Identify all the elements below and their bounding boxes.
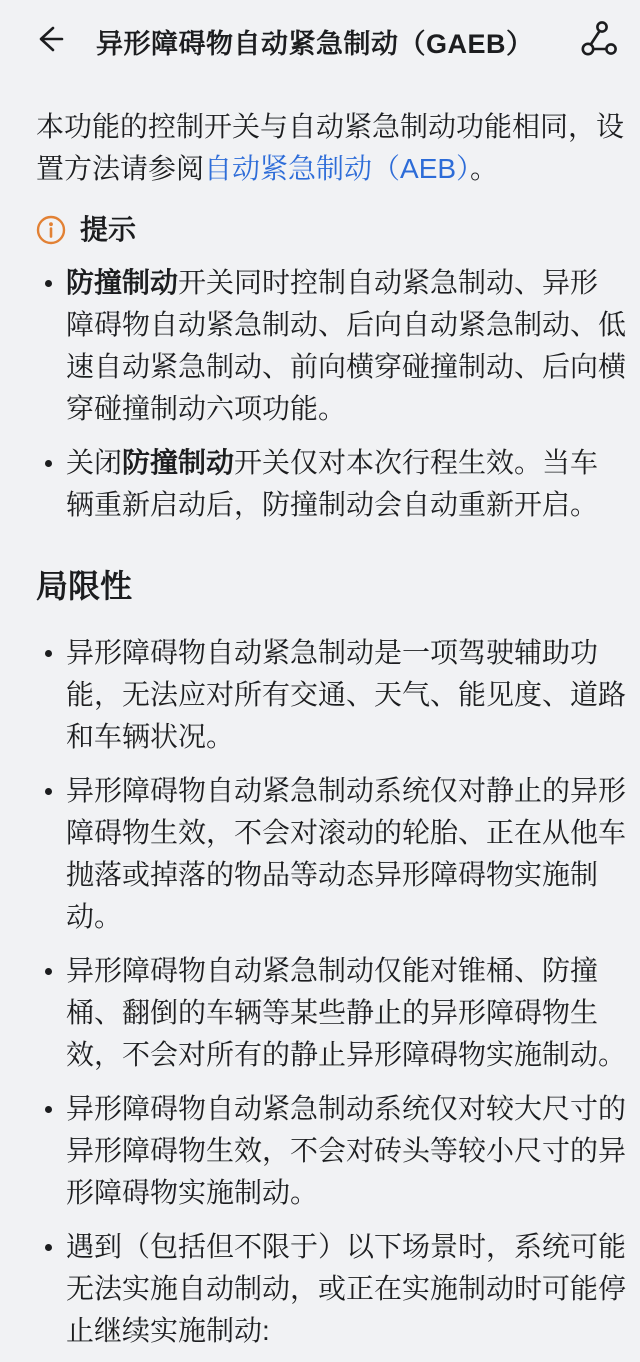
share-button[interactable] [578,21,618,61]
tip-item [36,442,626,526]
tip-item-rest: 开关同时控制自动紧急制动、异形障碍物自动紧急制动、后向自动紧急制动、低速自动紧急制动、前向横穿碰撞制动、后向横穿碰撞制动六项功能。 [66,267,627,424]
tip-list [36,262,626,526]
intro-text-after: 。 [470,153,499,184]
limitation-item: 遇到（包括但不限于）以下场景时，系统可能无法实施自动制动，或正在实施制动时可能停止继续实施制动: [36,1226,626,1352]
tip-item [36,262,626,430]
app-bar [0,0,640,82]
tip-header [36,214,626,246]
back-arrow-icon [31,20,69,63]
page-title: 异形障碍物自动紧急制动（GAEB） [96,28,534,59]
limitation-item: 异形障碍物自动紧急制动系统仅对静止的异形障碍物生效，不会对滚动的轮胎、正在从他车抛落或掉落的物品等动态异形障碍物实施制动。 [36,770,626,938]
intro-paragraph [36,106,626,190]
tip-title: 提示 [80,214,137,245]
tip-item-bold: 防撞制动 [122,447,235,478]
limitation-item: 异形障碍物自动紧急制动是一项驾驶辅助功能，无法应对所有交通、天气、能见度、道路和车辆状况。 [36,632,626,758]
tip-item-pre: 关闭 [66,447,123,478]
back-button[interactable] [30,21,70,61]
tip-item-bold: 防撞制动 [66,267,179,298]
limitation-item: 异形障碍物自动紧急制动仅能对锥桶、防撞桶、翻倒的车辆等某些静止的异形障碍物生效，不会对所有的静止异形障碍物实施制动。 [36,950,626,1076]
limitations-heading: 局限性 [36,568,133,604]
aeb-link[interactable]: 自动紧急制动（AEB） [204,153,471,184]
tip-item-rest: 开关仅对本次行程生效。当车辆重新启动后，防撞制动会自动重新开启。 [66,447,599,520]
info-icon [36,215,66,245]
limitations-list [36,632,626,1352]
intro-text-before: 本功能的控制开关与自动紧急制动功能相同，设置方法请参阅 [36,111,625,184]
limitation-item: 异形障碍物自动紧急制动系统仅对较大尺寸的异形障碍物生效，不会对砖头等较小尺寸的异形障碍物实施制动。 [36,1088,626,1214]
share-icon [575,16,621,67]
content [0,106,640,1352]
